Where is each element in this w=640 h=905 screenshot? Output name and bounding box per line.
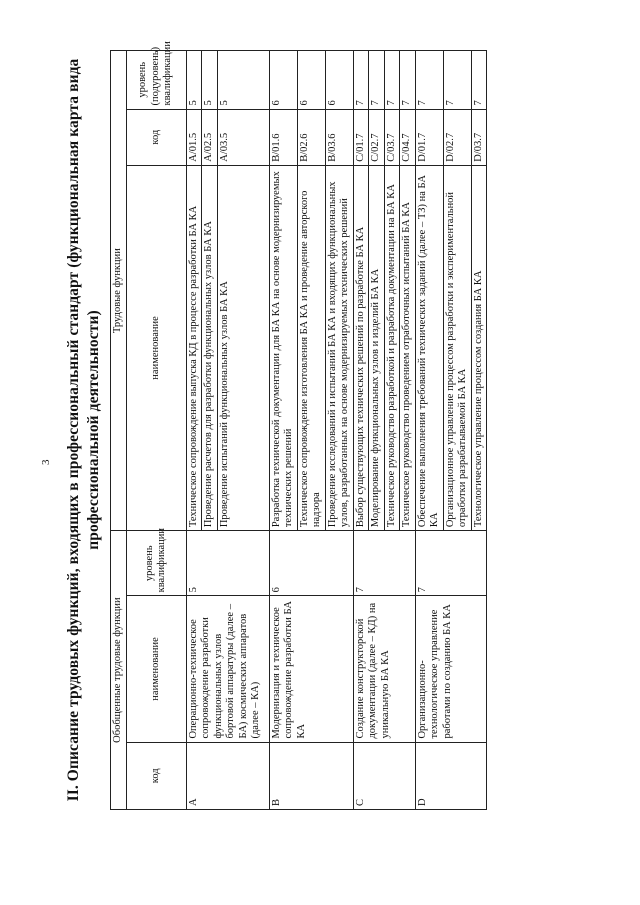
function-name: Техническое руководство разработкой и разработка документации на БА КА: [384, 165, 400, 530]
group-code: D: [415, 742, 487, 809]
function-code: B/03.6: [325, 109, 353, 165]
group-level: 7: [353, 531, 415, 596]
function-level: 7: [400, 51, 416, 110]
group-name: Создание конструкторской документации (далее – КД) на уникальную БА КА: [353, 596, 415, 742]
function-code-header: код: [126, 109, 186, 165]
table-row: [186, 51, 202, 810]
header-row-2: [126, 51, 186, 810]
function-level: 6: [269, 51, 297, 110]
group-level: 7: [415, 531, 487, 596]
table-row: [353, 51, 369, 810]
group-level: 6: [269, 531, 353, 596]
function-name: Проведение испытаний функциональных узлов БА КА: [217, 165, 269, 530]
function-level: 6: [297, 51, 325, 110]
function-name: Технологическое управление процессом создания БА КА: [471, 165, 487, 530]
section-title: [64, 50, 104, 810]
function-code: D/03.7: [471, 109, 487, 165]
function-level: 7: [353, 51, 369, 110]
code-header: код: [126, 742, 186, 809]
group-code: C: [353, 742, 415, 809]
page-number: 3: [40, 459, 52, 465]
function-level: 7: [369, 51, 385, 110]
section-title-line-2: профессиональной деятельности): [85, 310, 102, 550]
function-code: C/04.7: [400, 109, 416, 165]
function-level: 7: [443, 51, 471, 110]
function-level: 7: [415, 51, 443, 110]
function-code: C/02.7: [369, 109, 385, 165]
group-name: Модернизация и техническое сопровождение разработки БА КА: [269, 596, 353, 742]
function-level: 5: [202, 51, 218, 110]
function-code: C/01.7: [353, 109, 369, 165]
function-code: D/02.7: [443, 109, 471, 165]
function-level: 5: [186, 51, 202, 110]
section-title-line-1: II. Описание трудовых функций, входящих в профессиональный стандарт (функциональная карта вида: [65, 58, 82, 802]
function-name: Организационное управление процессом разработки и экспериментальной отработки разрабатываемой БА КА: [443, 165, 471, 530]
function-level: 5: [217, 51, 269, 110]
level-header: уровень квалификации: [126, 531, 186, 596]
name-header: наименование: [126, 596, 186, 742]
function-name: Обеспечение выполнения требований технических заданий (далее – ТЗ) на БА КА: [415, 165, 443, 530]
function-name: Техническое руководство проведением отработочных испытаний БА КА: [400, 165, 416, 530]
function-name: Разработка технической документации для БА КА на основе модернизируемых технических решений: [269, 165, 297, 530]
group-name: Операционно-техническое сопровождение разработки функциональных узлов бортовой аппаратуры (далее – БА) космических аппаратов (далее – КА): [186, 596, 269, 742]
function-name: Проведение расчетов для разработки функциональных узлов БА КА: [202, 165, 218, 530]
function-code: D/01.7: [415, 109, 443, 165]
group-code: B: [269, 742, 353, 809]
function-name: Техническое сопровождение изготовления БА КА и проведение авторского надзора: [297, 165, 325, 530]
function-code: A/03.5: [217, 109, 269, 165]
group-name: Организационно-технологическое управление работами по созданию БА КА: [415, 596, 487, 742]
table-row: [415, 51, 443, 810]
header-row-1: [111, 51, 127, 810]
function-name-header: наименование: [126, 165, 186, 530]
group-level: 5: [186, 531, 269, 596]
function-code: B/01.6: [269, 109, 297, 165]
function-code: A/01.5: [186, 109, 202, 165]
function-level: 6: [325, 51, 353, 110]
function-code: B/02.6: [297, 109, 325, 165]
function-level: 7: [471, 51, 487, 110]
group-code: A: [186, 742, 269, 809]
function-name: Выбор существующих технических решений по разработке БА КА: [353, 165, 369, 530]
functional-map-table: [110, 41, 487, 810]
labor-functions-header: Трудовые функции: [111, 51, 127, 531]
function-code: C/03.7: [384, 109, 400, 165]
function-name: Техническое сопровождение выпуска КД в процессе разработки БА КА: [186, 165, 202, 530]
function-name: Моделирование функциональных узлов и изделий БА КА: [369, 165, 385, 530]
function-name: Проведение исследований и испытаний БА КА и входящих функциональных узлов, разработанных на основе модернизируемых технических решений: [325, 165, 353, 530]
table-row: [269, 51, 297, 810]
function-level: 7: [384, 51, 400, 110]
function-code: A/02.5: [202, 109, 218, 165]
function-level-header: уровень (подуровень) квалификации: [126, 51, 186, 110]
generalized-functions-header: Обобщенные трудовые функции: [111, 531, 127, 810]
